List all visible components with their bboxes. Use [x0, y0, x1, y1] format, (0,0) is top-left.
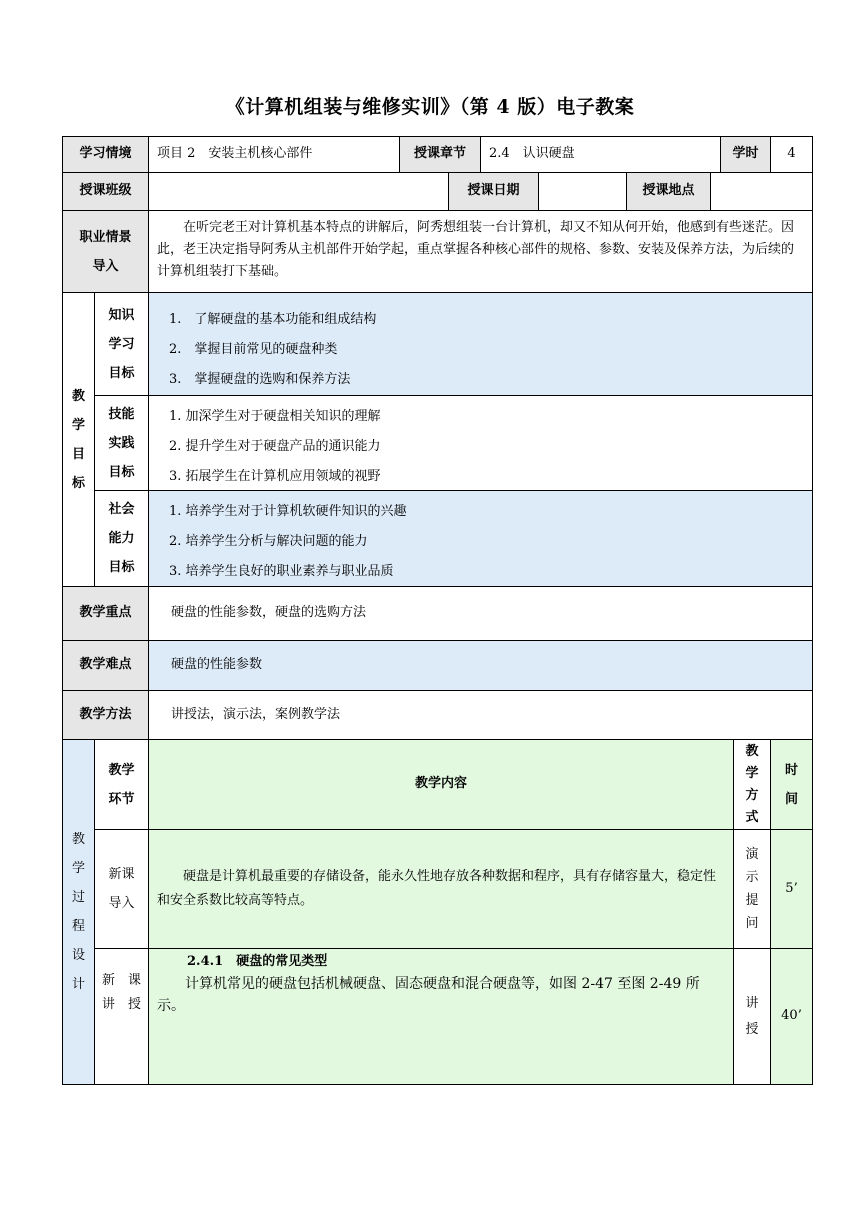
label-methods: 教学方法: [62, 690, 149, 740]
label-social-goals: [94, 490, 149, 587]
date-value: [538, 172, 627, 211]
list-item: 2. 提升学生对于硬盘产品的通识能力: [169, 439, 381, 454]
label-line: 新课: [108, 867, 135, 882]
label-line: 提: [745, 893, 759, 908]
label-place: 授课地点: [626, 172, 711, 211]
label-line: 示: [745, 870, 759, 885]
intro-text: 在听完老王对计算机基本特点的讲解后，阿秀想组装一台计算机，却又不知从何开始，他感到有些迷茫。因此，老王决定指导阿秀从主机部件开始学起，重点掌握各种核心部件的规格、参数、安装及保养方法，为后续的计算机组装打下基础。: [148, 210, 813, 293]
label-line: 式: [745, 809, 759, 825]
list-item: 3. 掌握硬盘的选购和保养方法: [169, 372, 351, 387]
label-line: 环节: [108, 791, 135, 807]
label-line: 学: [745, 765, 759, 781]
goal-char: 目: [71, 446, 85, 462]
section-heading: 2.4.1 硬盘的常见类型: [187, 954, 328, 969]
label-line: 授: [745, 1021, 759, 1037]
class-value: [148, 172, 449, 211]
content-intro: [148, 829, 734, 949]
label-chapter: 授课章节: [399, 136, 481, 173]
process-char: 学: [71, 861, 85, 876]
label-skill-goals: [94, 395, 149, 491]
label-knowledge-goals: [94, 292, 149, 396]
content-lecture: [148, 948, 734, 1085]
method-lecture: [733, 948, 771, 1085]
label-line: 导入: [108, 896, 135, 911]
head-stage: [94, 739, 149, 830]
method-intro: [733, 829, 771, 949]
label-line: 技能: [108, 406, 135, 422]
goal-char: 标: [71, 475, 85, 491]
stage-intro: [94, 829, 149, 949]
difficulty-text: 硬盘的性能参数: [148, 640, 813, 691]
chapter-value: 2.4 认识硬盘: [480, 136, 721, 173]
stage-lecture: [94, 948, 149, 1085]
label-class: 授课班级: [62, 172, 149, 211]
label-difficulty: 教学难点: [62, 640, 149, 691]
list-item: 2. 培养学生分析与解决问题的能力: [169, 534, 368, 549]
skill-goals-list: [148, 395, 813, 491]
label-line: 间: [784, 791, 798, 807]
label-date: 授课日期: [448, 172, 539, 211]
social-goals-list: [148, 490, 813, 587]
goal-char: 教: [71, 388, 85, 404]
label-line: 方: [745, 787, 759, 803]
label-line: 目标: [108, 560, 135, 575]
document-title: 《计算机组装与维修实训》（第 4 版）电子教案: [225, 96, 635, 118]
process-char: 过: [71, 890, 85, 905]
list-item: 1. 了解硬盘的基本功能和组成结构: [169, 312, 377, 327]
list-item: 3. 培养学生良好的职业素养与职业品质: [169, 564, 394, 579]
time-lecture: 40’: [770, 948, 813, 1085]
process-char: 设: [71, 948, 85, 963]
key-points-text: 硬盘的性能参数，硬盘的选购方法: [148, 586, 813, 641]
situation-value: 项目 2 安装主机核心部件: [148, 136, 400, 173]
process-char: 教: [71, 832, 85, 847]
label-line: 能力: [108, 531, 135, 546]
list-item: 1. 加深学生对于硬盘相关知识的理解: [169, 409, 381, 424]
label-teaching-goals: [62, 292, 95, 587]
process-char: 计: [71, 977, 85, 992]
place-value: [710, 172, 813, 211]
content-lecture-text: 计算机常见的硬盘包括机械硬盘、固态硬盘和混合硬盘等，如图 2-47 至图 2-49 所示。: [157, 976, 700, 1014]
label-line: 演: [745, 847, 759, 862]
label-intro-line2: 导入: [92, 258, 119, 274]
label-line: 时: [784, 762, 798, 778]
list-item: 2. 掌握目前常见的硬盘种类: [169, 342, 338, 357]
label-line: 社会: [108, 502, 135, 517]
label-hours: 学时: [720, 136, 771, 173]
head-method: [733, 739, 771, 830]
time-intro: 5’: [770, 829, 813, 949]
methods-text: 讲授法，演示法，案例教学法: [148, 690, 813, 740]
label-line: 教: [745, 743, 759, 759]
goal-char: 学: [71, 417, 85, 433]
head-time: [770, 739, 813, 830]
label-line: 讲 授: [101, 997, 141, 1012]
label-process-design: [62, 739, 95, 1085]
label-line: 问: [745, 916, 759, 931]
content-intro-text: 硬盘是计算机最重要的存储设备，能永久性地存放各种数据和程序，具有存储容量大，稳定性和安全系数比较高等特点。: [157, 869, 717, 908]
list-item: 1. 培养学生对于计算机软硬件知识的兴趣: [169, 504, 407, 519]
label-line: 实践: [108, 435, 135, 451]
knowledge-goals-list: [148, 292, 813, 396]
label-line: 目标: [108, 365, 135, 381]
label-line: 知识: [108, 307, 135, 323]
head-content: 教学内容: [148, 739, 734, 830]
label-line: 学习: [108, 336, 135, 352]
label-line: 讲: [745, 995, 759, 1011]
label-situation: 学习情境: [62, 136, 149, 173]
hours-value: 4: [770, 136, 813, 173]
label-intro: [62, 210, 149, 293]
label-line: 目标: [108, 464, 135, 480]
list-item: 3. 拓展学生在计算机应用领域的视野: [169, 469, 381, 484]
label-intro-line1: 职业情景: [79, 229, 132, 245]
label-line: 新 课: [101, 973, 141, 988]
label-key-points: 教学重点: [62, 586, 149, 641]
label-line: 教学: [108, 762, 135, 778]
process-char: 程: [71, 919, 85, 934]
